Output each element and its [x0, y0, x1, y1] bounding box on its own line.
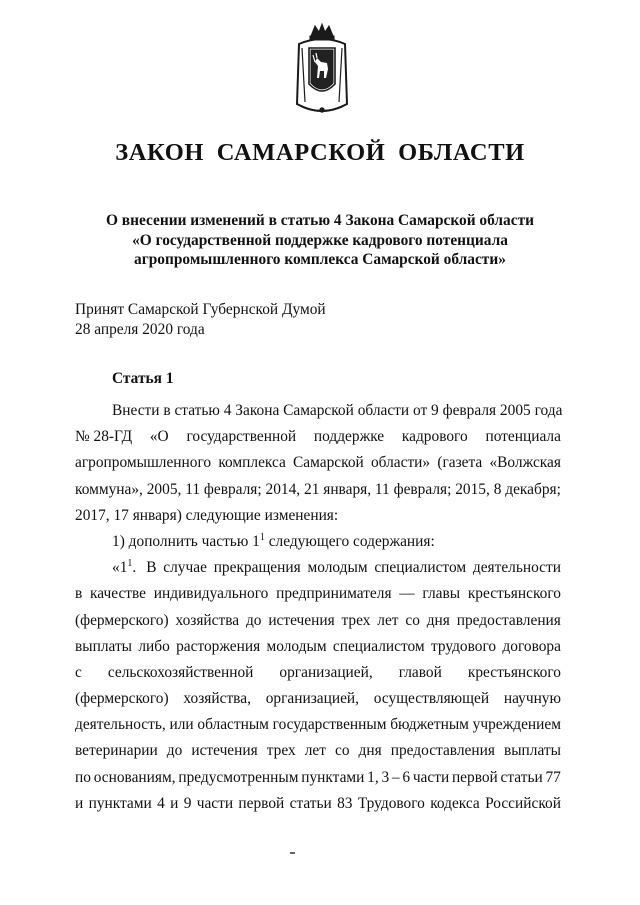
- word: в: [75, 585, 83, 603]
- word: «Волжская: [489, 454, 561, 472]
- word: и: [75, 794, 84, 812]
- body-line: [75, 738, 561, 764]
- word: «О: [149, 428, 169, 446]
- word: дня: [426, 611, 450, 629]
- item-text: 1) дополнить частью 1: [112, 532, 260, 550]
- word: бюджетным: [390, 716, 469, 734]
- word: статьи: [289, 794, 332, 812]
- body-line: [75, 581, 561, 607]
- word: специалистом: [374, 559, 467, 577]
- body-line: [75, 477, 561, 503]
- word: комплекса: [218, 454, 286, 472]
- adoption-date: 28 апреля 2020 года: [75, 320, 205, 338]
- article-body: [75, 398, 561, 817]
- word: –: [391, 768, 400, 786]
- word: со: [334, 742, 350, 760]
- word: 1,: [367, 768, 379, 786]
- word: лет: [304, 742, 326, 760]
- word: специалистом: [332, 637, 425, 655]
- word: поддержке: [313, 428, 385, 446]
- word: дня: [358, 742, 382, 760]
- word: по: [75, 768, 91, 786]
- word: осуществляющей: [373, 690, 490, 708]
- word: молодым: [307, 559, 368, 577]
- word: (газета: [437, 454, 483, 472]
- word: первой: [451, 768, 498, 786]
- word: расторжения: [176, 637, 261, 655]
- word: выплаты: [503, 742, 561, 760]
- word: учреждением: [472, 716, 561, 734]
- word: со: [405, 611, 420, 629]
- word: части: [196, 794, 234, 812]
- word: первой: [238, 794, 285, 812]
- word: главы: [422, 585, 461, 603]
- body-line-rest: [146, 555, 561, 581]
- word: организацией,: [265, 690, 360, 708]
- word: 11: [185, 480, 201, 498]
- word: № 28-ГД: [75, 428, 133, 446]
- body-line: [75, 634, 561, 660]
- body-line: [75, 686, 561, 712]
- word: В: [146, 559, 157, 577]
- page-title: ЗАКОН САМАРСКОЙ ОБЛАСТИ: [115, 139, 525, 166]
- word: или: [169, 716, 194, 734]
- word: предоставления: [390, 742, 495, 760]
- word: ветеринарии: [75, 742, 158, 760]
- law-subject: [0, 211, 640, 270]
- body-line: 2017, 17 января) следующие изменения:: [75, 506, 339, 524]
- word: трех: [266, 742, 296, 760]
- word: кодекса: [430, 794, 480, 812]
- body-line: [75, 765, 561, 791]
- word: пунктами: [88, 794, 152, 812]
- body-line: [75, 450, 561, 476]
- word: предусмотренным: [178, 768, 299, 786]
- subject-line: О внесении изменений в статью 4 Закона Самарской области: [105, 212, 535, 229]
- word: предпринимателя: [276, 585, 392, 603]
- word: качестве: [90, 585, 147, 603]
- word: трех: [341, 611, 371, 629]
- word: 3: [381, 768, 390, 786]
- word: статьи: [500, 768, 543, 786]
- word: 83: [337, 794, 353, 812]
- body-line: [75, 424, 561, 450]
- word: 2015,: [455, 480, 490, 498]
- article-heading: Статья 1: [112, 370, 174, 387]
- word: крестьянского: [467, 585, 561, 603]
- word: до: [245, 611, 262, 629]
- word: агропромышленного: [75, 454, 212, 472]
- word: прекращения: [213, 559, 301, 577]
- word: 8: [493, 480, 502, 498]
- word: организацией,: [279, 663, 373, 681]
- body-line: [75, 555, 561, 581]
- word: коммуна»,: [75, 480, 143, 498]
- word: Самарской: [293, 454, 364, 472]
- body-line: [75, 712, 561, 738]
- body-line: Внести в статью 4 Закона Самарской области от 9 февраля 2005 года: [112, 402, 563, 419]
- word: 6: [402, 768, 411, 786]
- word: 9: [183, 794, 192, 812]
- superscript: 1: [127, 558, 133, 570]
- word: Трудового: [357, 794, 425, 812]
- word: 11: [374, 480, 390, 498]
- word: января,: [323, 480, 372, 498]
- word: истечения: [268, 611, 335, 629]
- amendment-item: [75, 529, 561, 555]
- word: предоставления: [456, 611, 561, 629]
- word: 21: [304, 480, 320, 498]
- word: научную: [503, 690, 561, 708]
- body-line: [75, 660, 561, 686]
- word: и: [170, 794, 179, 812]
- word: февраля;: [393, 480, 452, 498]
- word: крестьянского: [467, 663, 561, 681]
- word: до: [166, 742, 183, 760]
- body-line: [75, 791, 561, 817]
- quote-start: «$1^1$.: [112, 555, 136, 581]
- word: февраля;: [203, 480, 262, 498]
- word: либо: [138, 637, 170, 655]
- word: 2014,: [265, 480, 301, 498]
- word: с: [75, 663, 82, 681]
- word: 4: [157, 794, 165, 812]
- word: выплаты: [75, 637, 133, 655]
- word: части: [412, 768, 450, 786]
- superscript: 1: [259, 531, 265, 543]
- word: лет: [377, 611, 399, 629]
- quote-number: «1: [112, 559, 128, 577]
- word: государственной: [186, 428, 297, 446]
- word: областным: [197, 716, 269, 734]
- body-line: [75, 608, 561, 634]
- samara-coat-of-arms-icon: [293, 22, 351, 118]
- word: основаниям,: [93, 768, 176, 786]
- word: (фермерского): [75, 690, 169, 708]
- word: молодым: [266, 637, 327, 655]
- word: сельскохозяйственной: [107, 663, 254, 681]
- word: хозяйства: [175, 611, 240, 629]
- word: хозяйства,: [183, 690, 251, 708]
- word: потенциала: [485, 428, 561, 446]
- word: пунктами: [301, 768, 365, 786]
- word: области»: [370, 454, 431, 472]
- word: государственным: [272, 716, 387, 734]
- subject-line: агропромышленного комплекса Самарской области»: [134, 251, 506, 268]
- word: кадрового: [401, 428, 468, 446]
- word: Российской: [485, 794, 561, 812]
- word: декабря;: [505, 480, 561, 498]
- word: договора: [502, 637, 561, 655]
- item-text: следующего содержания:: [264, 532, 435, 550]
- word: главой: [398, 663, 442, 681]
- word: 2005,: [146, 480, 182, 498]
- word: (фермерского): [75, 611, 169, 629]
- adoption-block: [75, 300, 326, 339]
- subject-line: «О государственной поддержке кадрового потенциала: [132, 231, 508, 249]
- word: деятельность,: [75, 716, 166, 734]
- adopted-by: Принят Самарской Губернской Думой: [75, 301, 326, 318]
- word: трудового: [430, 637, 497, 655]
- word: деятельности: [472, 559, 561, 577]
- word: случае: [163, 559, 207, 577]
- scan-mark: [290, 852, 295, 854]
- word: истечения: [191, 742, 258, 760]
- word: —: [399, 585, 415, 603]
- word: индивидуального: [153, 585, 269, 603]
- word: 77: [545, 768, 561, 786]
